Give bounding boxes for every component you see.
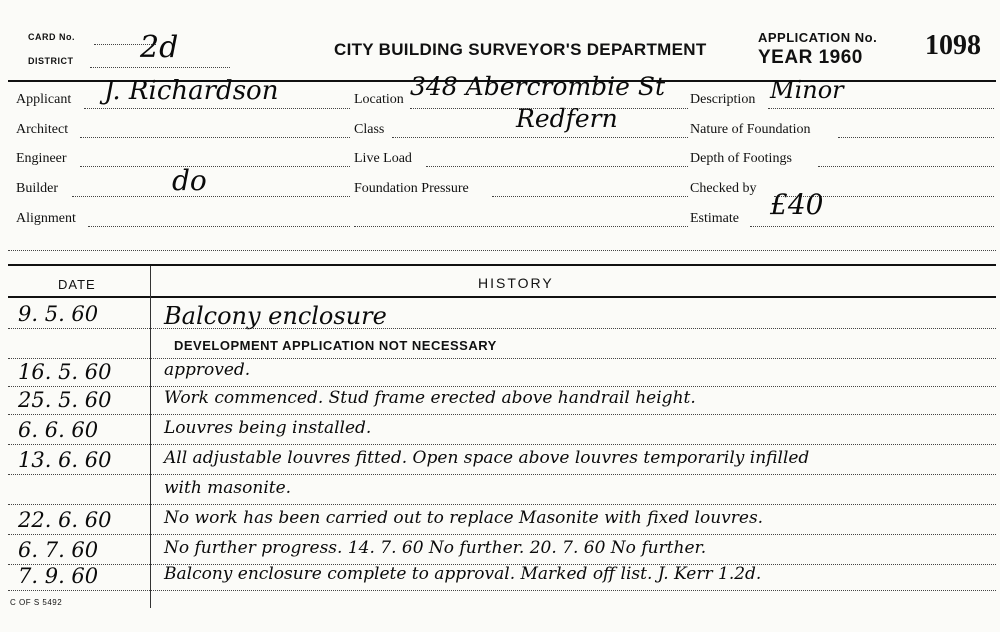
row-rule — [8, 414, 996, 415]
history-entry: All adjustable louvres fitted. Open space above louvres temporarily infilled — [164, 448, 810, 468]
applicant-label: Applicant — [16, 92, 72, 107]
estimate-line — [750, 226, 994, 227]
foundation-pressure-line — [492, 196, 688, 197]
year-label: YEAR 1960 — [758, 47, 863, 68]
architect-line — [80, 137, 350, 138]
applicant-line — [84, 108, 350, 109]
foundation-pressure-label: Foundation Pressure — [354, 181, 469, 196]
history-entry: Balcony enclosure — [164, 302, 387, 330]
engineer-label: Engineer — [16, 151, 67, 166]
row-rule — [8, 534, 996, 535]
live-load-line — [426, 166, 688, 167]
table-row — [8, 300, 996, 328]
history-entry: approved. — [164, 360, 251, 380]
history-entry: with masonite. — [164, 478, 292, 498]
description-value: Minor — [770, 76, 844, 104]
district-line — [90, 67, 230, 68]
history-date: 6. 6. 60 — [18, 418, 99, 442]
engineer-line — [80, 166, 350, 167]
history-entry: No further progress. 14. 7. 60 No further. 20. 7. 60 No further. — [164, 538, 707, 558]
estimate-label: Estimate — [690, 211, 739, 226]
application-no-label: APPLICATION No. — [758, 30, 878, 45]
architect-label: Architect — [16, 122, 69, 137]
location-value-2: Redfern — [516, 104, 618, 133]
table-row — [8, 416, 996, 444]
history-date: 16. 5. 60 — [18, 360, 112, 384]
class-line — [392, 137, 688, 138]
class-label: Class — [354, 122, 385, 137]
date-header: DATE — [58, 277, 96, 292]
form-code: C OF S 5492 — [10, 598, 63, 607]
district-label: DISTRICT — [28, 56, 74, 66]
application-number: 1098 — [925, 30, 981, 61]
table-row — [8, 476, 996, 504]
middle-blank-line — [354, 226, 688, 227]
description-line — [768, 108, 994, 109]
builder-line — [72, 196, 350, 197]
row-rule — [8, 474, 996, 475]
history-top-rule — [8, 264, 996, 266]
history-entry: No work has been carried out to replace Masonite with fixed louvres. — [164, 508, 764, 528]
history-header: HISTORY — [478, 275, 554, 291]
nature-of-foundation-label: Nature of Foundation — [690, 122, 811, 137]
depth-of-footings-line — [818, 166, 994, 167]
card-no-label: CARD No. — [28, 32, 75, 42]
table-row — [8, 386, 996, 414]
fields-bottom-line — [8, 250, 996, 251]
builder-label: Builder — [16, 181, 58, 196]
location-label: Location — [354, 92, 404, 107]
table-row — [8, 506, 996, 534]
table-row — [8, 330, 996, 358]
district-value: 2d — [140, 30, 179, 65]
history-date: 6. 7. 60 — [18, 538, 99, 562]
history-date: 22. 6. 60 — [18, 508, 112, 532]
row-rule — [8, 590, 996, 591]
history-date: 25. 5. 60 — [18, 388, 112, 412]
builder-value: do — [172, 164, 207, 197]
row-rule — [8, 504, 996, 505]
location-value: 348 Abercrombie St — [410, 72, 666, 101]
table-row — [8, 536, 996, 564]
history-entry: DEVELOPMENT APPLICATION NOT NECESSARY — [174, 338, 497, 353]
department-title: CITY BUILDING SURVEYOR'S DEPARTMENT — [334, 40, 707, 59]
history-date: 9. 5. 60 — [18, 302, 99, 326]
checked-by-label: Checked by — [690, 181, 757, 196]
history-date: 13. 6. 60 — [18, 448, 112, 472]
row-rule — [8, 328, 996, 329]
history-entry: Balcony enclosure complete to approval. Marked off list. J. Kerr 1.2d. — [164, 564, 762, 584]
row-rule — [8, 444, 996, 445]
history-entry: Louvres being installed. — [164, 418, 372, 438]
table-row — [8, 446, 996, 474]
history-header-rule — [8, 296, 996, 298]
alignment-line — [88, 226, 350, 227]
applicant-value: J. Richardson — [104, 76, 279, 106]
table-row — [8, 358, 996, 386]
history-date: 7. 9. 60 — [18, 564, 99, 588]
history-entry: Work commenced. Stud frame erected above handrail height. — [164, 388, 696, 408]
live-load-label: Live Load — [354, 151, 412, 166]
description-label: Description — [690, 92, 756, 107]
depth-of-footings-label: Depth of Footings — [690, 151, 792, 166]
table-row — [8, 562, 996, 590]
checked-by-value: £40 — [770, 188, 824, 221]
alignment-label: Alignment — [16, 211, 76, 226]
nature-of-foundation-line — [838, 137, 994, 138]
